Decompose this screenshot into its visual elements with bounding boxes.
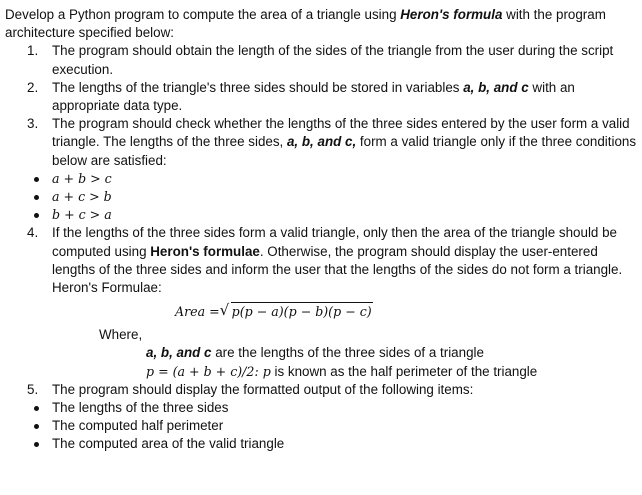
- condition-item: [5, 206, 637, 224]
- formula-lhs: Area =: [175, 304, 220, 320]
- item-text-after: with an appropriate data type.: [52, 79, 575, 114]
- item-text: The program should display the formatted output of the following items:: [52, 381, 474, 397]
- item-number: 5.: [27, 381, 39, 397]
- item-text: The program should obtain the length of the sides of the triangle from the user during the script execution.: [52, 43, 614, 77]
- variable-names: a, b, and c,: [286, 134, 357, 150]
- requirements-list-continued: [5, 224, 637, 297]
- output-text: The computed half perimeter: [52, 418, 224, 434]
- condition-formula: a + b > c: [52, 170, 112, 186]
- definition-text: are the lengths of the three sides of a triangle: [211, 345, 484, 361]
- condition-item: [5, 188, 637, 206]
- definition-abc: [5, 344, 637, 362]
- condition-formula: a + c > b: [52, 189, 112, 205]
- requirements-list-end: [5, 381, 637, 399]
- list-item-1: [5, 42, 637, 78]
- item-text-after: form a valid triangle only if the three conditions below are satisfied:: [52, 134, 637, 168]
- item-text: The lengths of the triangle's three sides should be stored in variables: [52, 79, 464, 95]
- item-text-after: . Otherwise, the program should display the user-entered lengths of the three sides and inform the user that the lengths of the sides do not form a triangle.: [52, 243, 623, 277]
- condition-formula: b + c > a: [52, 207, 112, 223]
- output-item: [5, 417, 637, 435]
- item-number: 2.: [27, 79, 39, 95]
- intro-text: Develop a Python program to compute the area of a triangle using: [5, 7, 401, 22]
- definition-text: is known as the half perimeter of the triangle: [270, 363, 538, 379]
- outputs-list: [5, 399, 637, 454]
- variable-names: a, b, and c: [463, 79, 529, 95]
- item-bold: Heron's formulae: [150, 243, 260, 259]
- intro-paragraph: [5, 6, 637, 42]
- document: [5, 6, 637, 454]
- item-text: If the lengths of the three sides form a valid triangle, only then the area of the triangle should be computed using: [52, 225, 617, 259]
- heron-label: Heron's Formulae:: [52, 280, 162, 296]
- item-number: 1.: [27, 43, 39, 59]
- intro-text-after: with the program architecture specified below:: [5, 7, 606, 41]
- heron-formula: [5, 300, 637, 324]
- item-number: 3.: [27, 116, 39, 132]
- list-item-3: [5, 115, 637, 170]
- p-formula: p = (a + b + c)/2: p: [146, 363, 271, 379]
- definition-p: [5, 363, 637, 381]
- item-number: 4.: [27, 225, 39, 241]
- output-item: [5, 399, 637, 417]
- variable-names: a, b, and c: [146, 345, 212, 361]
- output-text: The computed area of the valid triangle: [52, 436, 285, 452]
- requirements-list: [5, 42, 637, 169]
- formula-radicand: p(p − a)(p − b)(p − c): [231, 304, 372, 320]
- radical-sign: √: [219, 301, 230, 320]
- list-item-5: [5, 381, 637, 399]
- output-item: [5, 435, 637, 453]
- output-text: The lengths of the three sides: [52, 400, 229, 416]
- condition-item: [5, 170, 637, 188]
- intro-bold: Heron's formula: [400, 7, 503, 22]
- list-item-4: [5, 224, 637, 297]
- item-text: The program should check whether the lengths of the three sides entered by the user form a valid triangle. The lengths of the three sides,: [52, 116, 630, 150]
- square-root: [220, 303, 373, 321]
- list-item-2: [5, 79, 637, 115]
- conditions-list: [5, 170, 637, 225]
- where-label: Where,: [99, 327, 143, 343]
